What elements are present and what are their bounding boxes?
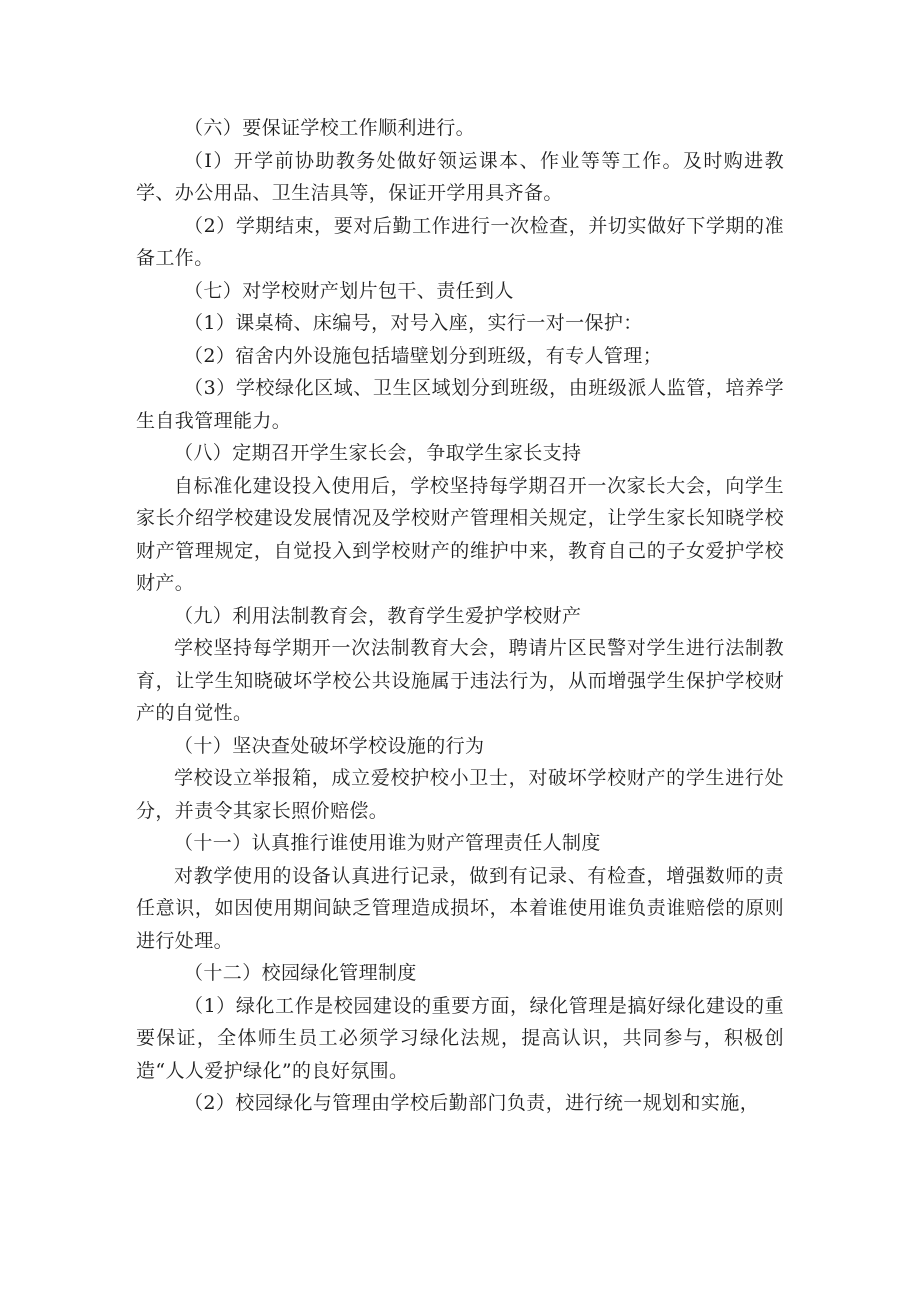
document-body xyxy=(136,112,784,1120)
section-heading: （八）定期召开学生家长会，争取学生家长支持 xyxy=(174,442,582,464)
section-heading: （九）利用法制教育会，教育学生爱护学校财产 xyxy=(174,604,582,627)
paragraph: 对教学使用的设备认真进行记录，做到有记录、有检查，增强数师的责任意识，如因使用期间缺乏管理造成损坏，本着谁使用谁负责谁赔偿的原则进行处理。 xyxy=(136,864,784,952)
paragraph: 自标准化建设投入使用后，学校坚持每学期召开一次家长大会，向学生家长介绍学校建设发展情况及学校财产管理相关规定，让学生家长知晓学校财产管理规定，自觉投入到学校财产的维护中来，教育自己的子女爱护学校财产。 xyxy=(136,474,784,594)
section-heading: （十）坚决查处破坏学校设施的行为 xyxy=(174,734,485,757)
list-item: （1）课桌椅、床编号，对号入座，实行一对一保护： xyxy=(184,312,643,334)
section-heading: （六）要保证学校工作顺利进行。 xyxy=(184,117,476,139)
section-heading: （七）对学校财产划片包干、责任到人 xyxy=(184,279,514,302)
section-heading: （十二）校园绿化管理制度 xyxy=(184,962,417,984)
list-item: （1）绿化工作是校园建设的重要方面，绿化管理是搞好绿化建设的重要保证，全体师生员工必须学习绿化法规，提高认识，共同参与，积极创造“人人爱护绿化”的良好氛围。 xyxy=(136,994,784,1082)
list-item: （2）宿舍内外设施包括墙壁划分到班级，有专人管理； xyxy=(184,344,663,367)
paragraph: （I）开学前协助教务处做好领运课本、作业等等工作。及时购进教学、办公用品、卫生洁具等，保证开学用具齐备。 xyxy=(136,149,784,204)
list-item: （3）学校绿化区域、卫生区域划分到班级，由班级派人监管，培养学生自我管理能力。 xyxy=(136,377,784,432)
section-heading: （十一）认真推行谁使用谁为财产管理责任人制度 xyxy=(174,832,601,854)
paragraph: 学校坚持每学期开一次法制教育大会，聘请片区民警对学生进行法制教育，让学生知晓破坏学校公共设施属于违法行为，从而增强学生保护学校财产的自觉性。 xyxy=(136,637,784,724)
paragraph: （2）学期结束，要对后勤工作进行一次检查，并切实做好下学期的准备工作。 xyxy=(136,214,784,269)
list-item: （2）校园绿化与管理由学校后勤部门负责，进行统一规划和实施， xyxy=(184,1092,760,1114)
paragraph: 学校设立举报箱，成立爱校护校小卫士，对破坏学校财产的学生进行处分，并责令其家长照价赔偿。 xyxy=(136,767,784,822)
